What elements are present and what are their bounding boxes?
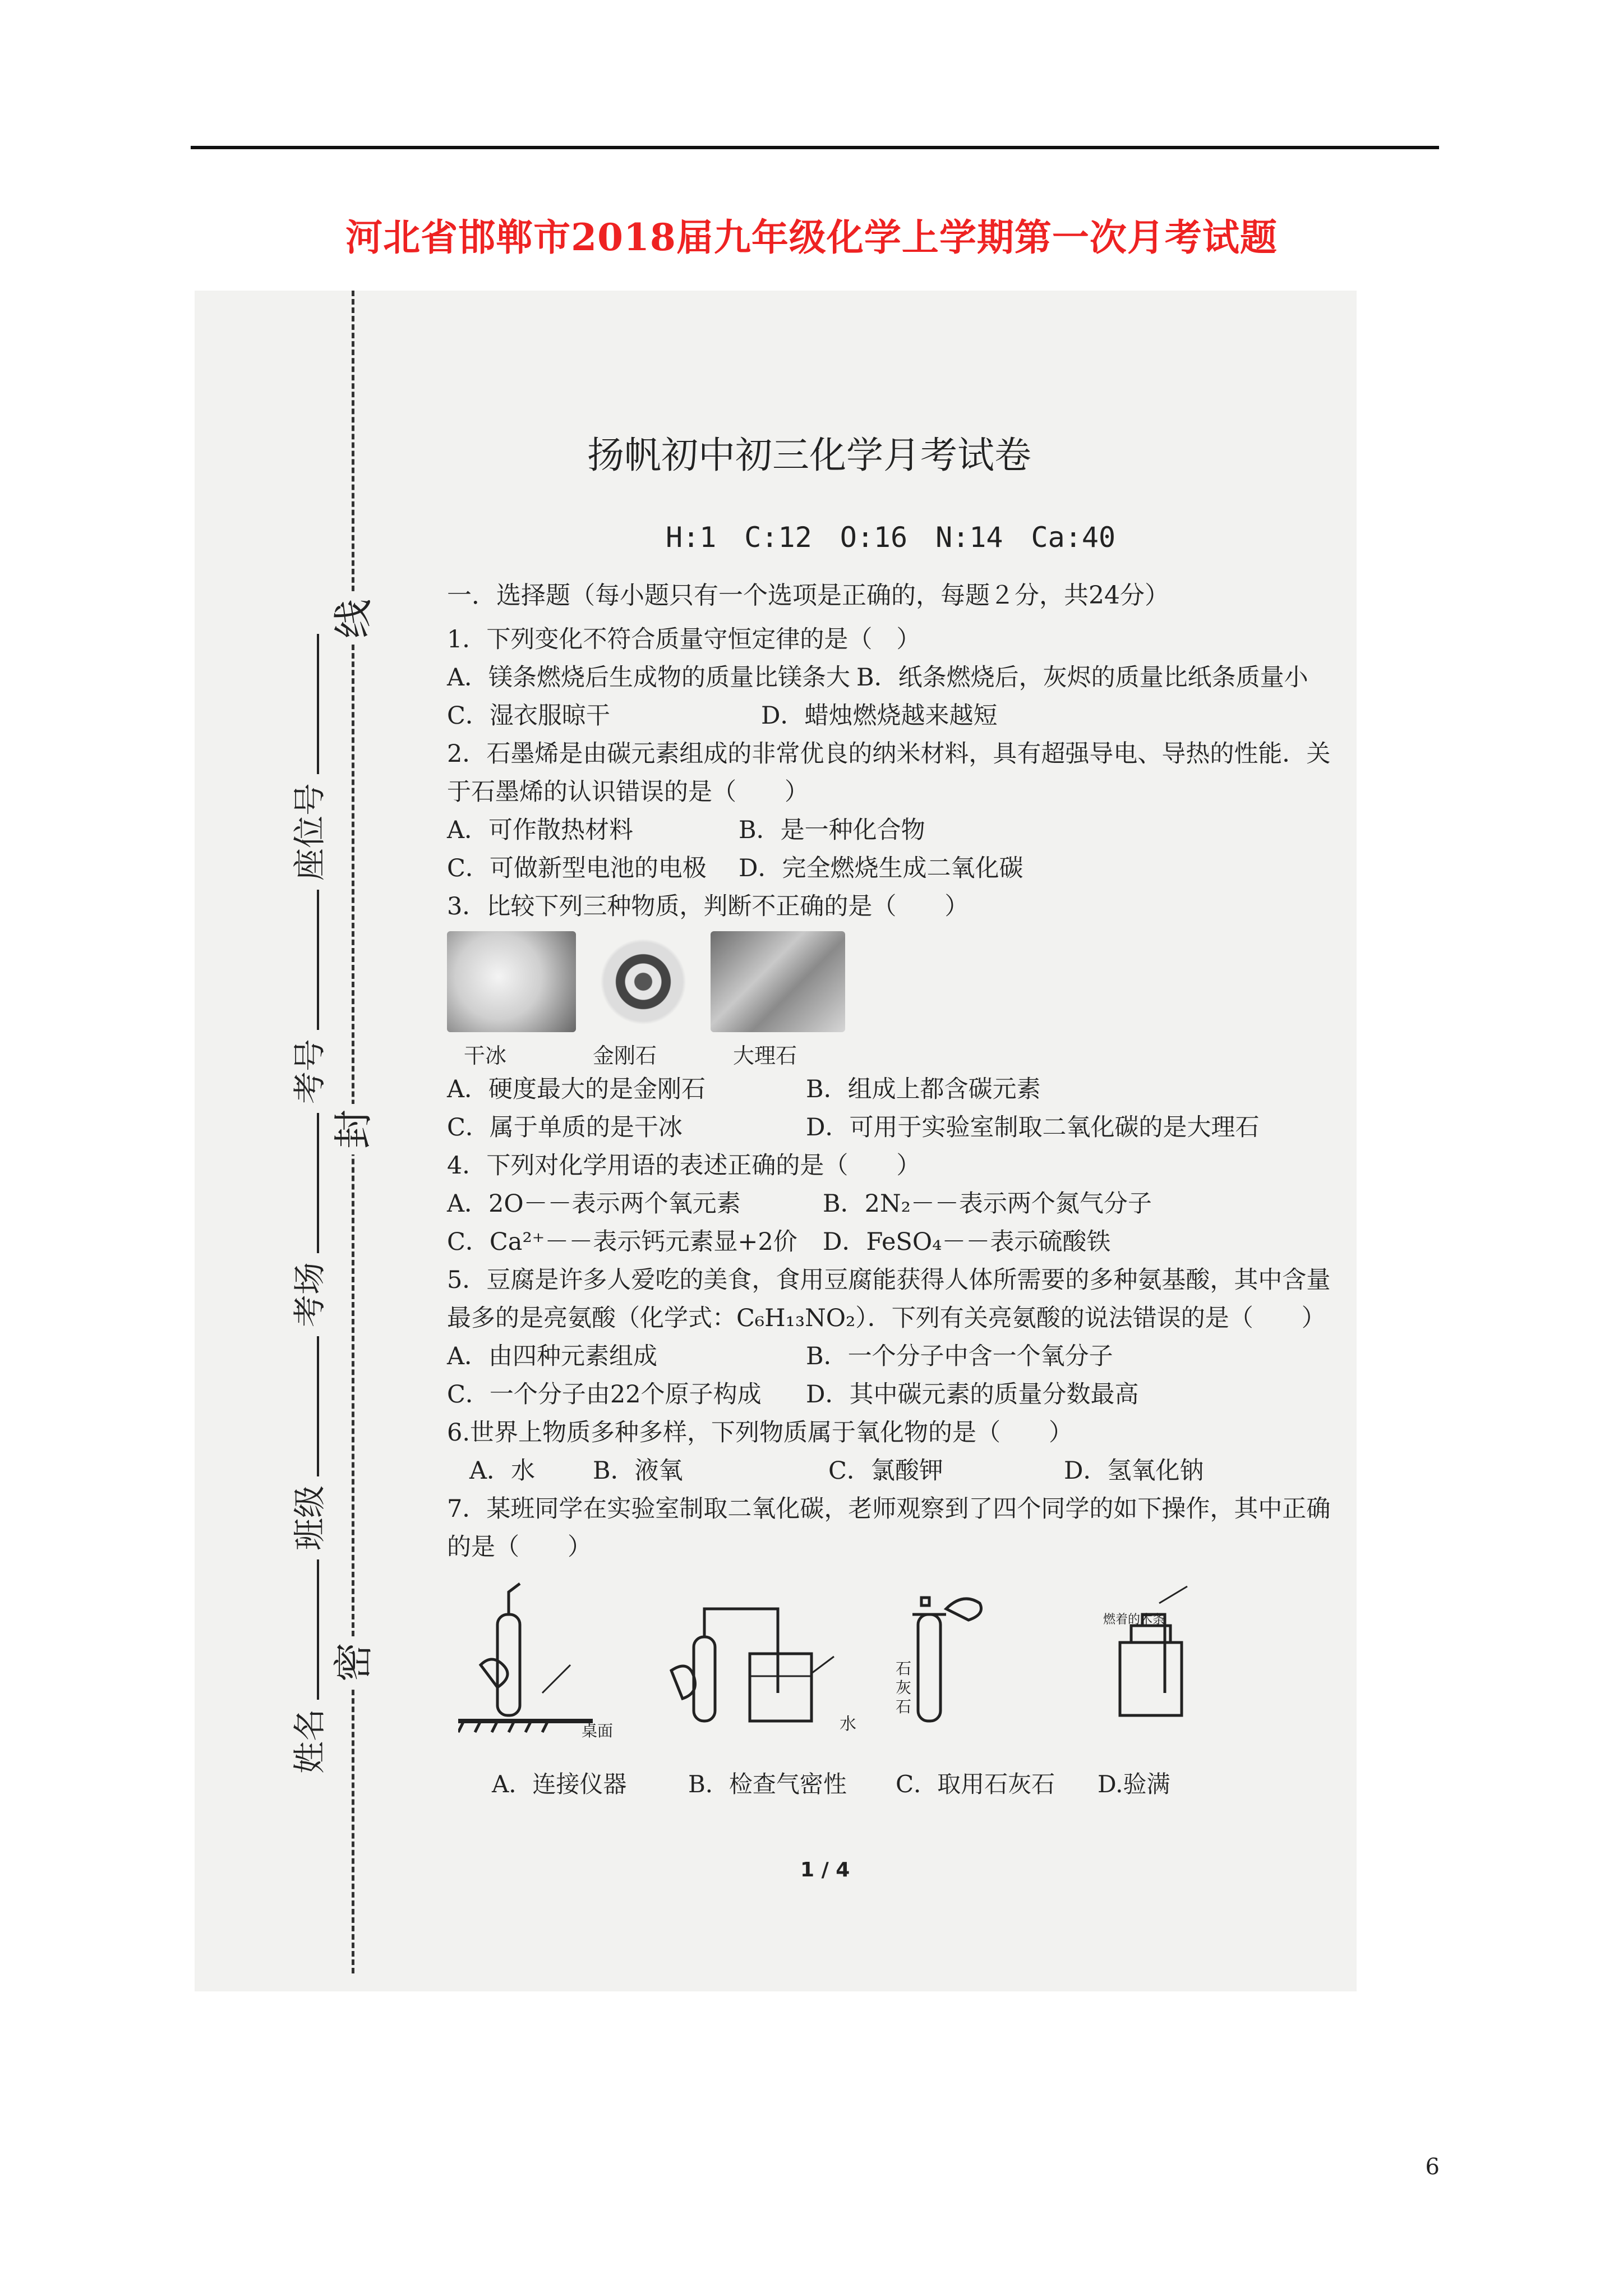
q3-option-b: B．组成上都含碳元素 (806, 1075, 1041, 1103)
q7-apparatus-figures (458, 1581, 1299, 1738)
q1-option-a: A．镁条燃烧后生成物的质量比镁条大 (447, 664, 851, 692)
q7-label-a: A．连接仪器 (492, 1770, 627, 1798)
q3-option-d: D．可用于实验室制取二氧化碳的是大理石 (806, 1114, 1260, 1142)
document-title: 河北省邯郸市2018届九年级化学上学期第一次月考试题 (345, 215, 1278, 259)
q5-stem-1: 5．豆腐是许多人爱吃的美食，食用豆腐能获得人体所需要的多种氨基酸，其中含量 (447, 1266, 1331, 1294)
q5-option-c: C．一个分子由22个原子构成 (447, 1381, 762, 1409)
q3-option-a: A．硬度最大的是金刚石 (447, 1075, 706, 1103)
q6-stem: 6.世界上物质多种多样，下列物质属于氧化物的是（ ） (447, 1419, 1073, 1447)
seal-char-feng: 封 (328, 1104, 379, 1154)
q1-stem: 1．下列变化不符合质量守恒定律的是（ ） (447, 625, 921, 654)
caption-marble: 大理石 (733, 1043, 797, 1068)
exam-page-number: 1 / 4 (800, 1858, 850, 1881)
q7-label-d: D.验满 (1098, 1770, 1170, 1798)
q4-options-cd (447, 1223, 1355, 1261)
q5-option-b: B．一个分子中含一个氧分子 (806, 1342, 1113, 1370)
q6-option-c: C．氯酸钾 (828, 1457, 943, 1485)
figure-d-check-full (1120, 1586, 1187, 1715)
student-info-fields (273, 386, 340, 1991)
q4-options-ab (447, 1185, 1355, 1223)
q2-option-d: D．完全燃烧生成二氧化碳 (739, 854, 1023, 882)
q5-stem-2: 最多的是亮氨酸（化学式：C₆H₁₃NO₂）．下列有关亮氨酸的说法错误的是（ ） (447, 1304, 1326, 1332)
q6-options (447, 1452, 1355, 1490)
q3-stem: 3．比较下列三种物质，判断不正确的是（ ） (447, 892, 969, 921)
seal-char-xian: 线 (328, 593, 379, 644)
q1-option-c: C．湿衣服晾干 (447, 702, 610, 730)
q1-option-d: D．蜡烛燃烧越来越短 (761, 702, 998, 730)
q5-option-a: A．由四种元素组成 (447, 1342, 658, 1370)
q4-option-b: B．2N₂－－表示两个氮气分子 (823, 1190, 1152, 1218)
q2-stem-2: 于石墨烯的认识错误的是（ ） (447, 778, 809, 806)
q2-options-cd (447, 849, 1355, 887)
field-exam-number: 考号 (283, 881, 330, 1104)
caption-diamond: 金刚石 (593, 1043, 657, 1068)
q7-label-c: C．取用石灰石 (896, 1770, 1055, 1798)
seal-char-mi: 密 (328, 1637, 379, 1687)
label-burning-stick: 燃着的木条 (1103, 1613, 1165, 1627)
q6-option-a: A．水 (469, 1457, 536, 1485)
scanned-exam-page (195, 291, 1357, 1991)
q2-stem-1: 2．石墨烯是由碳元素组成的非常优良的纳米材料，具有超强导电、导热的性能．关 (447, 740, 1331, 768)
figure-c-take-limestone (912, 1598, 981, 1721)
q1-options-ab (447, 659, 1355, 697)
q7-stem-2: 的是（ ） (447, 1533, 592, 1561)
q3-photos (447, 931, 1355, 1032)
field-name: 姓名 (283, 1550, 330, 1774)
figure-a-connect-apparatus (458, 1584, 593, 1732)
label-limestone: 石灰石 (896, 1659, 912, 1716)
label-water: 水 (840, 1714, 856, 1734)
section-heading: 一．选择题（每小题只有一个选项是正确的，每题２分，共24分） (447, 581, 1169, 610)
q7-label-b: B．检查气密性 (688, 1770, 847, 1798)
field-seat-number: 座位号 (283, 625, 330, 881)
exam-title: 扬帆初中初三化学月考试卷 (587, 434, 1031, 477)
marble-photo (711, 931, 845, 1032)
q3-options-cd (447, 1108, 1355, 1147)
q2-option-a: A．可作散热材料 (447, 816, 634, 844)
q6-option-d: D．氢氧化钠 (1064, 1457, 1204, 1485)
q4-option-a: A．2O－－表示两个氧元素 (447, 1190, 741, 1218)
q2-option-b: B．是一种化合物 (739, 816, 925, 844)
q2-option-c: C．可做新型电池的电极 (447, 854, 707, 882)
q5-options-cd (447, 1375, 1355, 1414)
q4-option-c: C．Ca²⁺－－表示钙元素显+2价 (447, 1228, 797, 1256)
q3-option-c: C．属于单质的是干冰 (447, 1114, 683, 1142)
q5-option-d: D．其中碳元素的质量分数最高 (806, 1381, 1139, 1409)
label-desk: 桌面 (582, 1722, 614, 1740)
figure-b-airtightness-check (671, 1609, 834, 1721)
q3-photo-captions (447, 1037, 1355, 1070)
field-class: 班级 (283, 1327, 330, 1550)
field-exam-room: 考场 (283, 1104, 330, 1327)
q2-options-ab (447, 811, 1355, 849)
q1-options-cd (447, 697, 1355, 735)
diamond-photo (593, 931, 694, 1032)
q4-stem: 4．下列对化学用语的表述正确的是（ ） (447, 1152, 921, 1180)
q5-options-ab (447, 1337, 1355, 1375)
atomic-masses: H:1 C:12 O:16 N:14 Ca:40 (666, 521, 1116, 554)
q4-option-d: D．FeSO₄－－表示硫酸铁 (823, 1228, 1111, 1256)
exam-content (447, 577, 1355, 1566)
document-page-number: 6 (1425, 2154, 1440, 2180)
q6-option-b: B．液氧 (593, 1457, 683, 1485)
q7-stem-1: 7．某班同学在实验室制取二氧化碳，老师观察到了四个同学的如下操作，其中正确 (447, 1495, 1331, 1523)
q3-options-ab (447, 1070, 1355, 1108)
dry-ice-photo (447, 931, 576, 1032)
top-rule (191, 146, 1439, 149)
q1-option-b: B．纸条燃烧后，灰烬的质量比纸条质量小 (856, 664, 1308, 692)
caption-dry-ice: 干冰 (464, 1043, 507, 1068)
